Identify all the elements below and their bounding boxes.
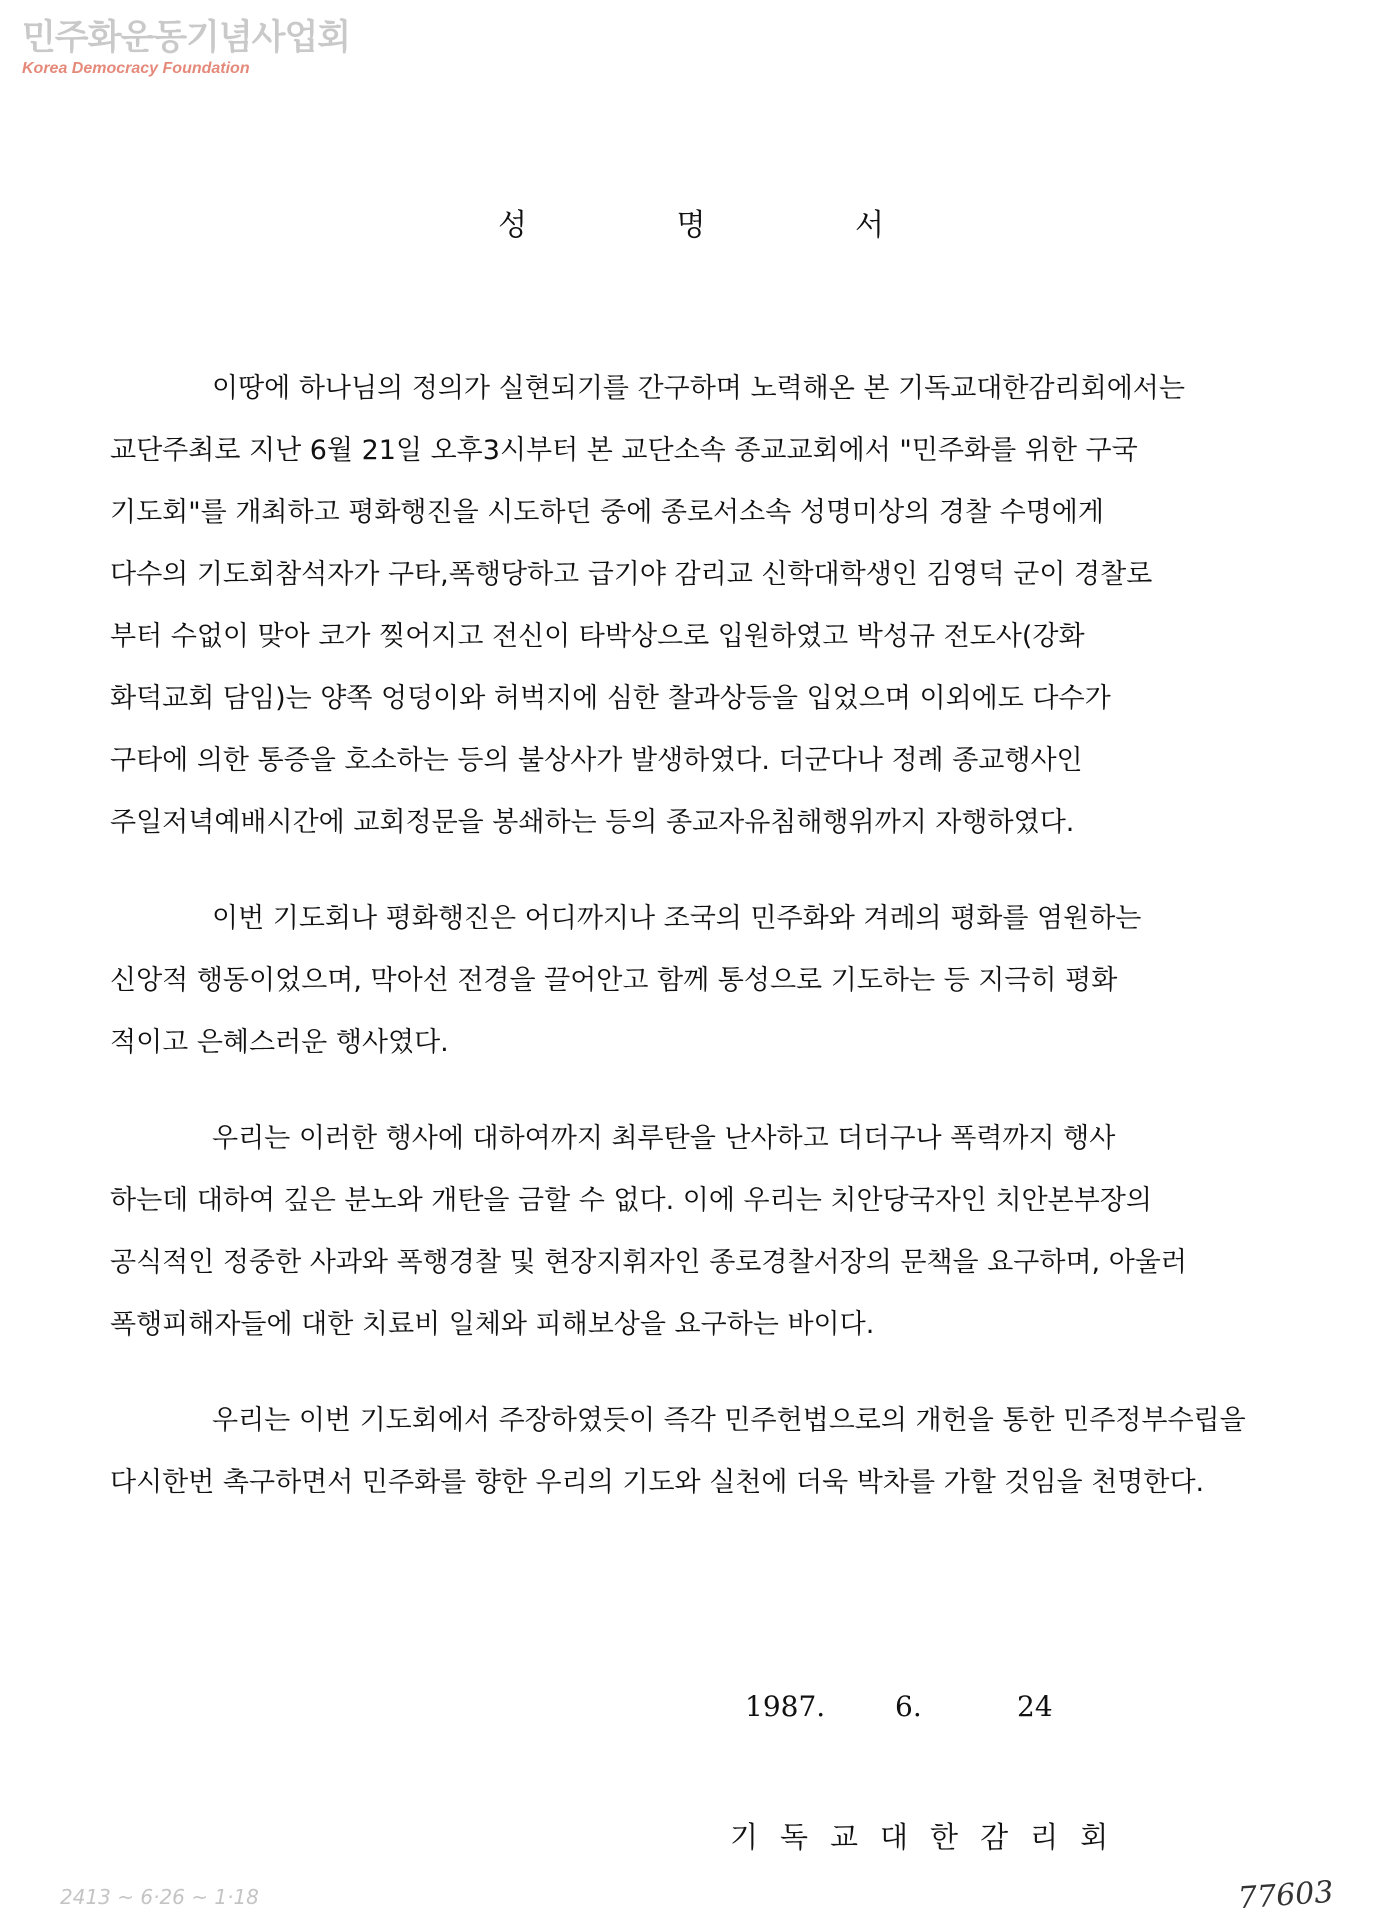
paragraph-line: 부터 수없이 맞아 코가 찢어지고 전신이 타박상으로 입원하였고 박성규 전도사(강화 xyxy=(110,621,1085,652)
watermark-korean-text: 민주화운동기념사업회 xyxy=(22,18,351,58)
handwritten-archive-number: 77603 xyxy=(1236,1874,1335,1916)
paragraph-line: 공식적인 정중한 사과와 폭행경찰 및 현장지휘자인 종로경찰서장의 문책을 요구하며, 아울러 xyxy=(110,1247,1187,1278)
paragraph-line: 화덕교회 담임)는 양쪽 엉덩이와 허벅지에 심한 찰과상등을 입었으며 이외에도 다수가 xyxy=(110,683,1111,714)
paragraph-3 xyxy=(110,1108,1300,1356)
document-title: 성 명 서 xyxy=(497,208,884,243)
paragraph-line: 하는데 대하여 깊은 분노와 개탄을 금할 수 없다. 이에 우리는 치안당국자인 치안본부장의 xyxy=(110,1185,1152,1216)
date-year: 1987. xyxy=(745,1690,826,1723)
paragraph-line: 이번 기도회나 평화행진은 어디까지나 조국의 민주화와 겨레의 평화를 염원하는 xyxy=(212,903,1142,934)
paragraph-line: 다시한번 촉구하면서 민주화를 향한 우리의 기도와 실천에 더욱 박차를 가할 것임을 천명한다. xyxy=(110,1467,1205,1498)
paragraph-line: 주일저녁예배시간에 교회정문을 봉쇄하는 등의 종교자유침해행위까지 자행하였다. xyxy=(110,807,1075,838)
paragraph-line: 적이고 은혜스러운 행사였다. xyxy=(110,1027,449,1058)
paragraph-line: 다수의 기도회참석자가 구타,폭행당하고 급기야 감리교 신학대학생인 김영덕 군이 경찰로 xyxy=(110,559,1153,590)
paragraph-2 xyxy=(110,888,1300,1074)
watermark-english-text: Korea Democracy Foundation xyxy=(22,60,250,77)
paragraph-line: 기도회"를 개최하고 평화행진을 시도하던 중에 종로서소속 성명미상의 경찰 수명에게 xyxy=(110,497,1104,528)
paragraph-line: 우리는 이러한 행사에 대하여까지 최루탄을 난사하고 더더구나 폭력까지 행사 xyxy=(212,1123,1116,1154)
pencil-archive-note: 2413 ~ 6·26 ~ 1·18 xyxy=(60,1885,259,1909)
paragraph-line: 이땅에 하나님의 정의가 실현되기를 간구하며 노력해온 본 기독교대한감리회에서는 xyxy=(212,373,1185,404)
date-day: 24 xyxy=(1017,1690,1053,1723)
paragraph-4 xyxy=(110,1390,1300,1514)
paragraph-line: 교단주최로 지난 6월 21일 오후3시부터 본 교단소속 종교교회에서 "민주화를 위한 구국 xyxy=(110,435,1138,466)
paragraph-1 xyxy=(110,358,1300,854)
paragraph-line: 우리는 이번 기도회에서 주장하였듯이 즉각 민주헌법으로의 개헌을 통한 민주정부수립을 xyxy=(212,1405,1246,1436)
paragraph-line: 폭행피해자들에 대한 치료비 일체와 피해보상을 요구하는 바이다. xyxy=(110,1309,875,1340)
document-date xyxy=(745,1690,1053,1723)
paragraph-line: 신앙적 행동이었으며, 막아선 전경을 끌어안고 함께 통성으로 기도하는 등 지극히 평화 xyxy=(110,965,1118,996)
date-month: 6. xyxy=(895,1690,922,1723)
signing-organization: 기독교대한감리회 xyxy=(730,1820,1131,1854)
paragraph-line: 구타에 의한 통증을 호소하는 등의 불상사가 발생하였다. 더군다나 정례 종교행사인 xyxy=(110,745,1083,776)
foundation-watermark-logo xyxy=(22,18,351,80)
statement-body xyxy=(110,358,1300,1548)
